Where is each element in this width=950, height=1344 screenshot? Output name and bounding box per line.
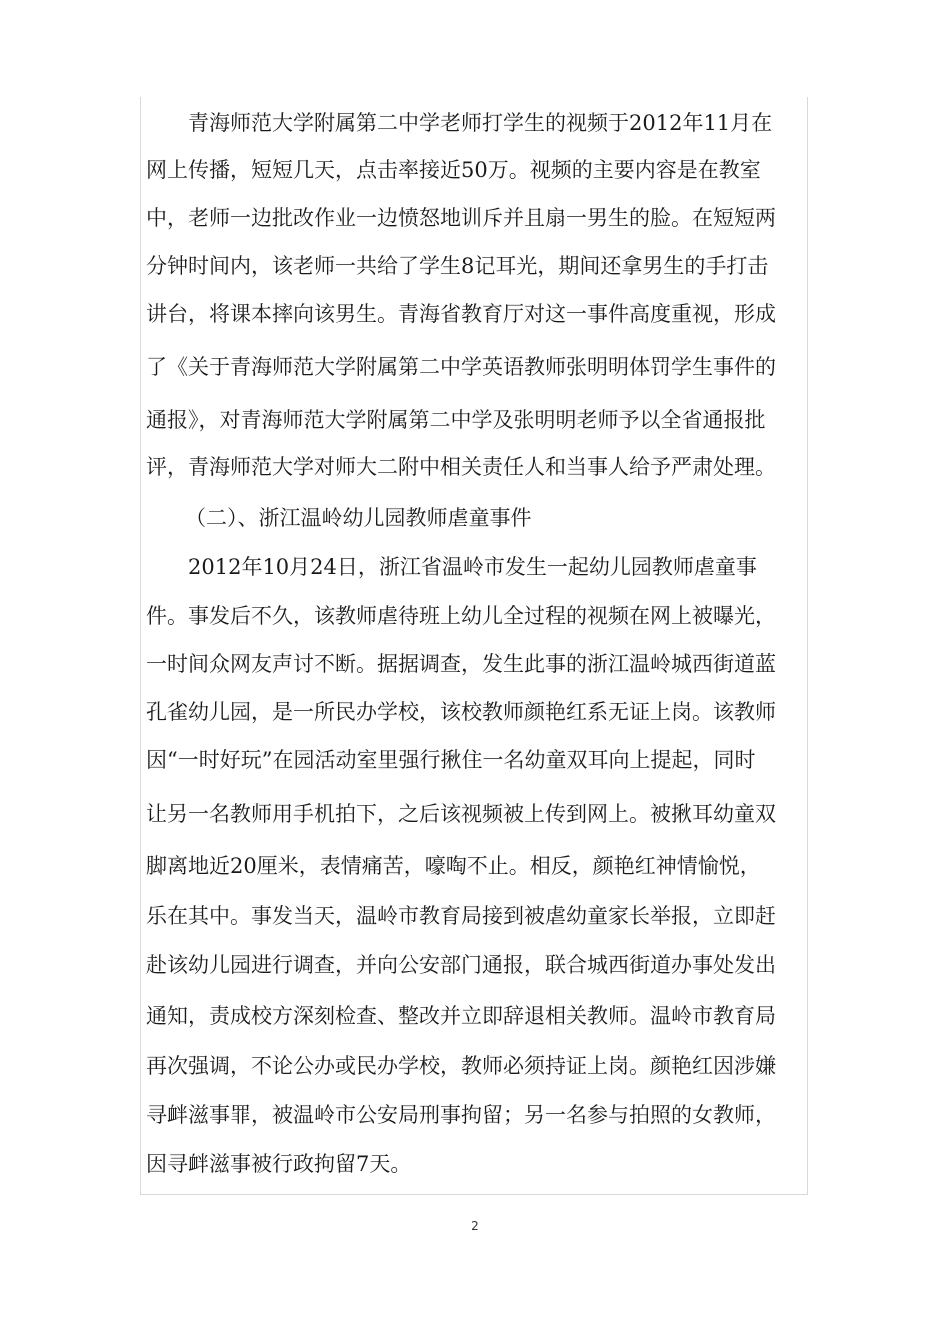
paragraph-line: 脚离地近20厘米，表情痛苦，嚎啕不止。相反，颜艳红神情愉悦， [146, 854, 761, 878]
paragraph-line: 2012年10月24日，浙江省温岭市发生一起幼儿园教师虐童事 [188, 555, 757, 579]
page-number: 2 [471, 1219, 479, 1233]
paragraph-line: 通报》，对青海师范大学附属第二中学及张明明老师予以全省通报批 [146, 408, 766, 432]
paragraph-line: 因寻衅滋事被行政拘留7天。 [146, 1152, 412, 1176]
paragraph-line: 赴该幼儿园进行调查，并向公安部门通报，联合城西街道办事处发出 [146, 953, 776, 977]
paragraph-line: 青海师范大学附属第二中学老师打学生的视频于2012年11月在 [188, 111, 773, 135]
paragraph-line: 寻衅滋事罪，被温岭市公安局刑事拘留；另一名参与拍照的女教师， [146, 1103, 776, 1127]
paragraph-line: 让另一名教师用手机拍下，之后该视频被上传到网上。被揪耳幼童双 [146, 802, 776, 826]
paragraph-line: 一时间众网友声讨不断。据据调查，发生此事的浙江温岭城西街道蓝 [146, 652, 776, 676]
paragraph-line: 中，老师一边批改作业一边愤怒地训斥并且扇一男生的脸。在短短两 [146, 206, 776, 230]
paragraph-line: 通知，责成校方深刻检查、整改并立即辞退相关教师。温岭市教育局 [146, 1004, 776, 1028]
paragraph-line: 乐在其中。事发当天，温岭市教育局接到被虐幼童家长举报，立即赶 [146, 904, 776, 928]
section-heading: （二）、浙江温岭幼儿园教师虐童事件 [185, 506, 532, 530]
paragraph-line: 因“一时好玩”在园活动室里强行揪住一名幼童双耳向上提起，同时 [146, 748, 756, 772]
paragraph-line: 网上传播，短短几天，点击率接近50万。视频的主要内容是在教室 [146, 158, 761, 182]
paragraph-line: 孔雀幼儿园，是一所民办学校，该校教师颜艳红系无证上岗。该教师 [146, 700, 776, 724]
paragraph-line: 了《关于青海师范大学附属第二中学英语教师张明明体罚学生事件的 [146, 355, 776, 379]
paragraph-line: 件。事发后不久，该教师虐待班上幼儿全过程的视频在网上被曝光， [146, 604, 776, 628]
paragraph-line: 再次强调，不论公办或民办学校，教师必须持证上岗。颜艳红因涉嫌 [146, 1054, 776, 1078]
paragraph-line: 评，青海师范大学对师大二附中相关责任人和当事人给予严肃处理。 [146, 455, 776, 479]
paragraph-line: 讲台，将课本摔向该男生。青海省教育厅对这一事件高度重视，形成 [146, 302, 776, 326]
paragraph-line: 分钟时间内，该老师一共给了学生8记耳光，期间还拿男生的手打击 [146, 254, 769, 278]
